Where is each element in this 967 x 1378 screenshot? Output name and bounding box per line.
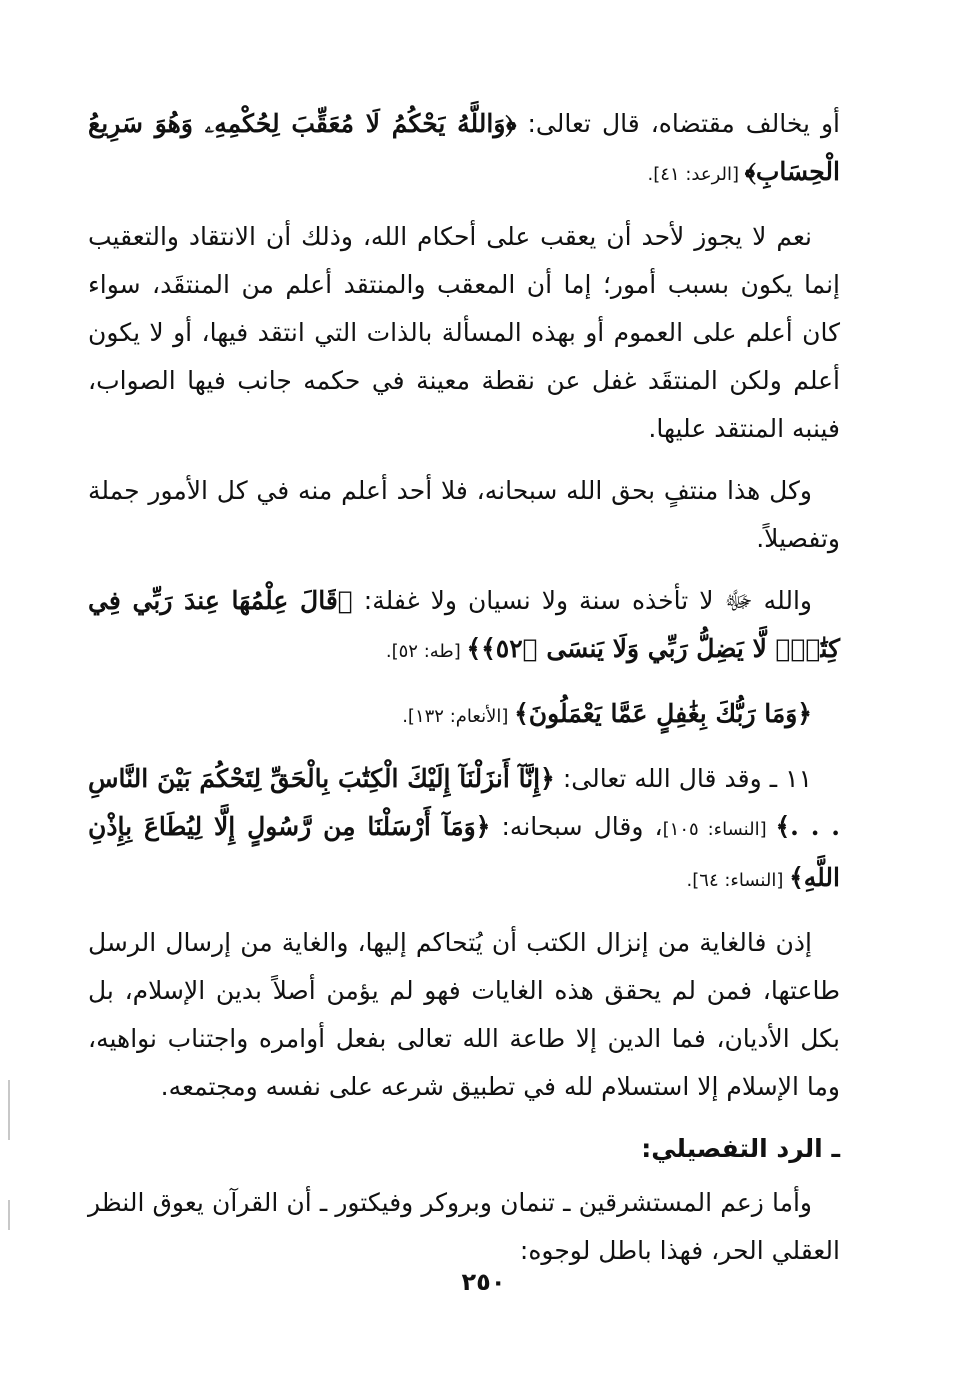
page-number: ٢٥٠ bbox=[461, 1268, 506, 1296]
section-heading: ـ الرد التفصيلي: bbox=[641, 1134, 840, 1163]
paragraph-text: والله ﷻ لا تأخذه سنة ولا نسيان ولا غفلة: bbox=[352, 586, 812, 615]
paragraph-text: ١١ ـ وقد قال الله تعالى: bbox=[554, 764, 812, 793]
document-page bbox=[88, 100, 840, 1320]
paragraph-text: أو يخالف مقتضاه، قال تعالى: bbox=[516, 109, 840, 138]
quran-verse: ﴿وَاللَّهُ يَحْكُمُ لَا مُعَقِّبَ لِحُكْمِهِۦ وَهُوَ سَرِيعُ الْحِسَابِ﴾ bbox=[88, 109, 840, 186]
quran-verse: ﴿قَالَ عِلْمُهَا عِندَ رَبِّي فِي كِتَٰبٍۖ لَّا يَضِلُّ رَبِّي وَلَا يَنسَى ﴿٥٢﴾﴾ bbox=[88, 586, 840, 663]
paragraph-2: نعم لا يجوز لأحد أن يعقب على أحكام الله، وذلك أن الانتقاد والتعقيب إنما يكون بسبب أمور؛ إما أن المعقب والمنتقد أعلم من المنتقَد، سواء كان أعلم على العموم أو بهذه المسألة بالذات التي انتقد فيها، أو لا يكون أعلم ولكن المنتقَد غفل عن نقطة معينة في حكمه جانب فيها الصواب، فينبه المنتقد عليها. bbox=[88, 222, 840, 443]
paragraph-1 bbox=[88, 100, 840, 199]
quran-verse: ﴿إِنَّآ أَنزَلْنَآ إِلَيْكَ الْكِتَٰبَ بِالْحَقِّ لِتَحْكُمَ بَيْنَ النَّاسِ . . .﴾ bbox=[88, 764, 840, 841]
verse-reference: [النساء: ١٠٥] bbox=[662, 819, 776, 840]
paragraph-3: وكل هذا منتفٍ بحق الله سبحانه، فلا أحد أعلم منه في كل الأمور جملة وتفصيلاً. bbox=[88, 476, 840, 553]
paragraph-6 bbox=[88, 755, 840, 905]
paragraph-text: ، وقال سبحانه: bbox=[490, 812, 663, 841]
quran-verse: ﴿وَمَا رَبُّكَ بِغَٰفِلٍ عَمَّا يَعْمَلُونَ﴾ bbox=[514, 699, 812, 728]
verse-reference: [النساء: ٦٤]. bbox=[686, 870, 790, 891]
scan-edge-line bbox=[8, 1200, 10, 1230]
quran-verse: ﴿وَمَآ أَرْسَلْنَا مِن رَّسُولٍ إِلَّا لِيُطَاعَ بِإِذْنِ اللَّهِ﴾ bbox=[88, 812, 840, 892]
verse-reference: [الأنعام: ١٣٢]. bbox=[402, 706, 515, 727]
paragraph-4 bbox=[88, 577, 840, 676]
paragraph-5 bbox=[88, 690, 840, 741]
scan-edge-line bbox=[8, 1080, 10, 1140]
paragraph-8: وأما زعم المستشرقين ـ تنمان وبروكر وفيكتور ـ أن القرآن يعوق النظر العقلي الحر، فهذا باطل لوجوه: bbox=[88, 1188, 840, 1265]
verse-reference: [الرعد: ٤١]. bbox=[647, 164, 745, 185]
paragraph-7: إذن فالغاية من إنزال الكتب أن يُتحاكم إليها، والغاية من إرسال الرسل طاعتها، فمن لم يحقق هذه الغايات فهو لم يؤمن أصلاً بدين الإسلام، بل بكل الأديان، فما الدين إلا طاعة الله تعالى بفعل أوامره واجتناب نواهيه، وما الإسلام إلا استسلام لله في تطبيق شرعه على نفسه ومجتمعه. bbox=[88, 928, 840, 1101]
verse-reference: [طه: ٥٢]. bbox=[385, 641, 467, 662]
